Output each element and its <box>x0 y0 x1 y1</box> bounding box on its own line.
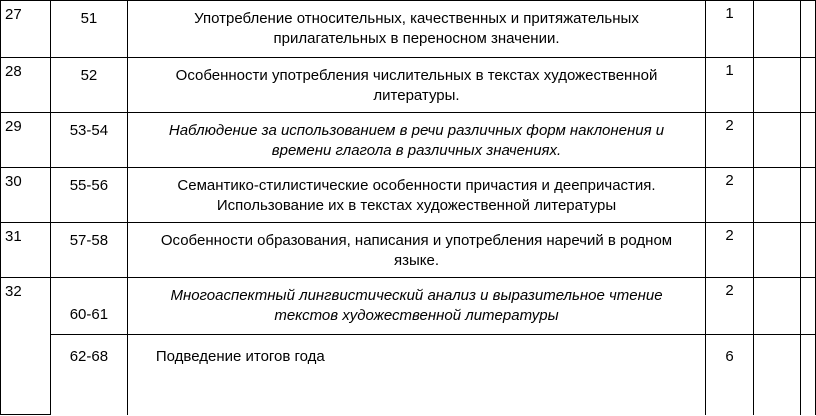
hours-count: 6 <box>706 335 754 415</box>
empty-cell <box>800 168 815 223</box>
empty-cell <box>800 335 815 415</box>
empty-cell <box>754 223 801 278</box>
row-number: 31 <box>1 223 51 278</box>
empty-cell <box>754 1 801 58</box>
table-row <box>1 58 816 113</box>
row-number: 32 <box>1 278 51 415</box>
lesson-numbers: 53-54 <box>50 113 127 168</box>
hours-count: 2 <box>706 113 754 168</box>
lesson-topic: Употребление относительных, качественных и притяжательных прилагательных в переносном значении. <box>127 1 705 58</box>
lesson-numbers: 57-58 <box>50 223 127 278</box>
lesson-numbers: 55-56 <box>50 168 127 223</box>
lesson-topic: Семантико-стилистические особенности причастия и деепричастия. Использование их в текстах художественной литературы <box>127 168 705 223</box>
row-number: 28 <box>1 58 51 113</box>
lesson-topic: Наблюдение за использованием в речи различных форм наклонения и времени глагола в различных значениях. <box>127 113 705 168</box>
row-number: 27 <box>1 1 51 58</box>
hours-count: 2 <box>706 278 754 335</box>
empty-cell <box>800 223 815 278</box>
empty-cell <box>754 278 801 335</box>
hours-count: 2 <box>706 223 754 278</box>
lesson-numbers: 51 <box>50 1 127 58</box>
lesson-topic: Подведение итогов года <box>127 335 705 415</box>
lesson-numbers: 62-68 <box>50 335 127 415</box>
table-row <box>1 168 816 223</box>
hours-count: 1 <box>706 1 754 58</box>
row-number: 30 <box>1 168 51 223</box>
lesson-numbers: 60-61 <box>50 278 127 335</box>
row-number: 29 <box>1 113 51 168</box>
hours-count: 2 <box>706 168 754 223</box>
empty-cell <box>754 113 801 168</box>
lesson-topic: Многоаспектный лингвистический анализ и выразительное чтение текстов художественной литературы <box>127 278 705 335</box>
hours-count: 1 <box>706 58 754 113</box>
empty-cell <box>800 1 815 58</box>
empty-cell <box>754 168 801 223</box>
lesson-numbers: 52 <box>50 58 127 113</box>
empty-cell <box>754 335 801 415</box>
table-row <box>1 1 816 58</box>
empty-cell <box>800 58 815 113</box>
lesson-topic: Особенности образования, написания и употребления наречий в родном языке. <box>127 223 705 278</box>
empty-cell <box>754 58 801 113</box>
table-row <box>1 335 816 415</box>
lesson-topic: Особенности употребления числительных в текстах художественной литературы. <box>127 58 705 113</box>
table-row <box>1 278 816 335</box>
table-row <box>1 223 816 278</box>
table-row <box>1 113 816 168</box>
empty-cell <box>800 113 815 168</box>
empty-cell <box>800 278 815 335</box>
